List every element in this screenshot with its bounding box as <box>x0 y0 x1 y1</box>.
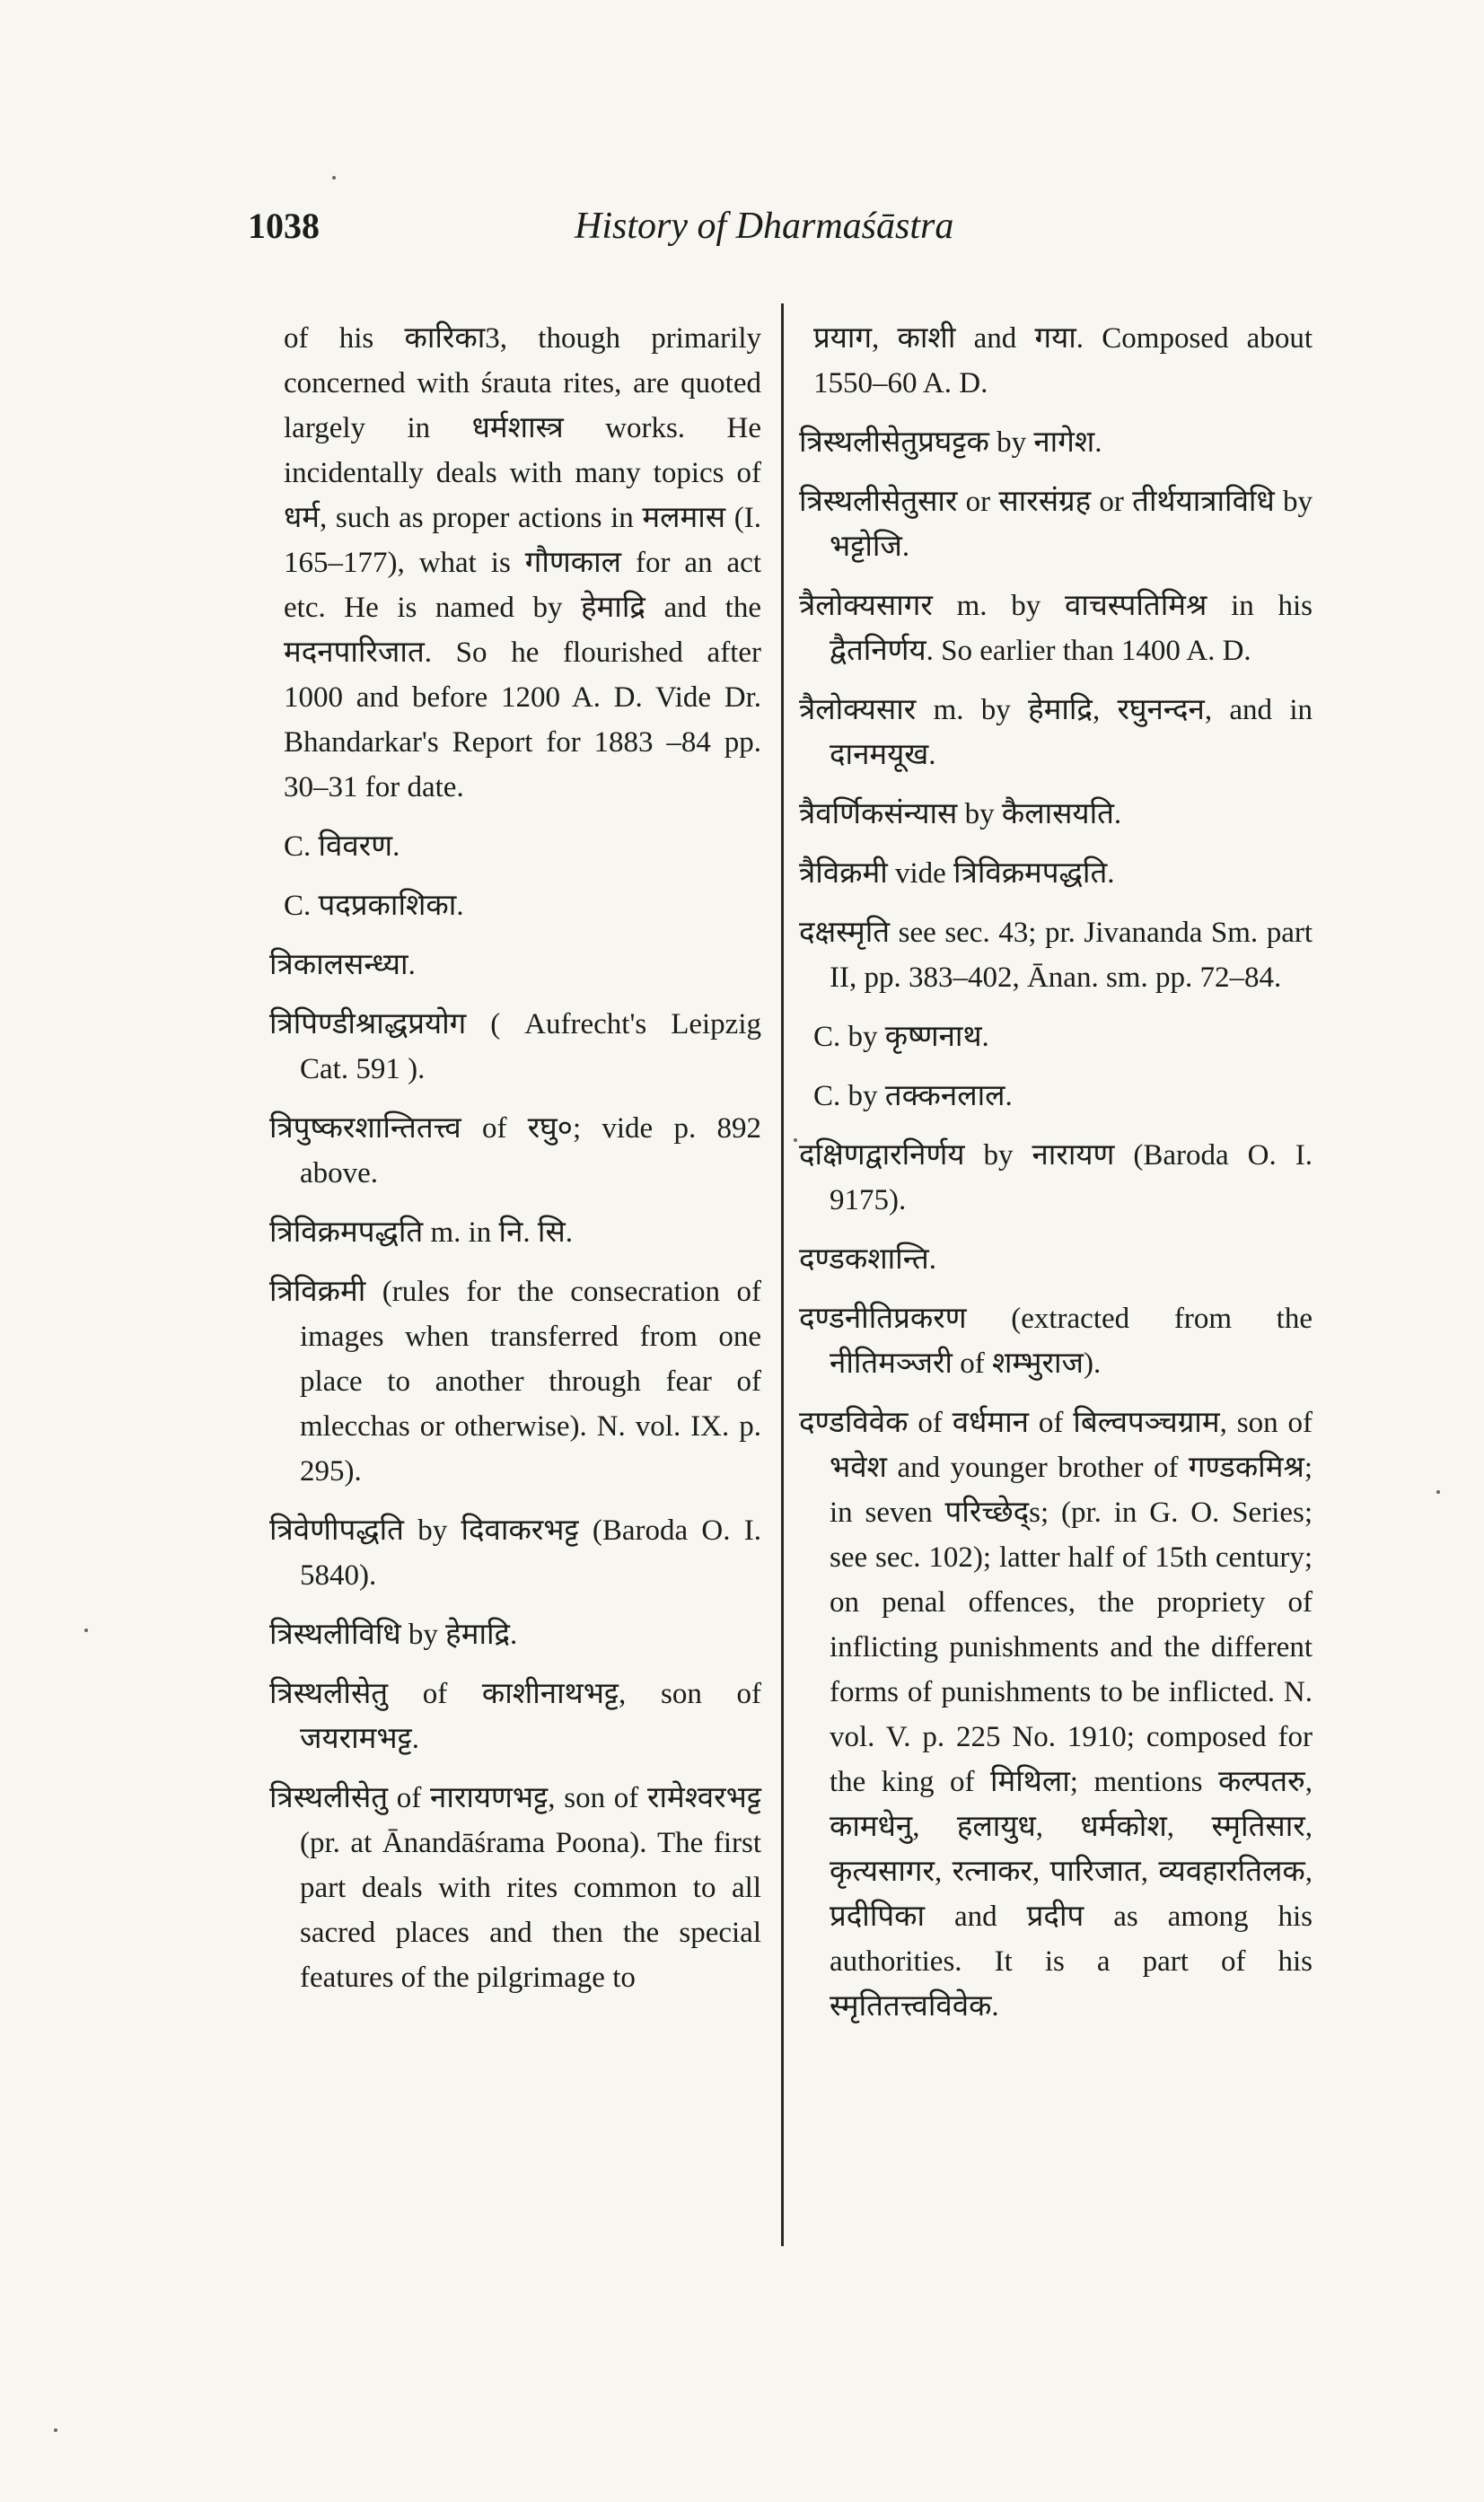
index-entry: त्रैलोक्यसार m. by हेमाद्रि, रघुनन्दन, and in दानमयूख. <box>799 694 1313 771</box>
index-entry: दण्डकशान्ति. <box>799 1243 936 1276</box>
scan-speck <box>1436 1490 1440 1494</box>
index-entry: त्रिपिण्डीश्राद्धप्रयोग ( Aufrecht's Leipzig Cat. 591 ). <box>269 1008 761 1085</box>
index-entry: दण्डनीतिप्रकरण (extracted from the नीतिमञ्जरी of शम्भुराज). <box>799 1303 1313 1380</box>
index-entry: त्रैलोक्यसागर m. by वाचस्पतिमिश्र in his द्वैतनिर्णय. So earlier than 1400 A. D. <box>799 590 1313 667</box>
right-column <box>799 316 1313 2043</box>
entry-continuation: प्रयाग, काशी and गया. Composed about 1550–60 A. D. <box>813 322 1313 399</box>
left-column <box>269 316 761 2015</box>
scan-speck <box>84 1628 88 1632</box>
index-entry: त्रिविक्रमी (rules for the consecration of images when transferred from one place to another through fear of mlecchas or otherwise). N. vol. IX. p. 295). <box>269 1276 761 1488</box>
index-entry: त्रिस्थलीसेतु of काशीनाथभट्ट, son of जयरामभट्ट. <box>269 1678 761 1755</box>
index-entry: त्रिवेणीपद्धति by दिवाकरभट्ट (Baroda O. I. 5840). <box>269 1514 761 1592</box>
index-entry: दण्डविवेक of वर्धमान of बिल्वपञ्चग्राम, son of भवेश and younger brother of गण्डकमिश्र; in seven परिच्छेद्s; (pr. in G. O. Series; see sec. 102); latter half of 15th century; on penal offences, the propriety of inflicting punishments and the different forms of punishments to be inflicted. N. vol. V. p. 225 No. 1910; composed for the king of मिथिला; mentions कल्पतरु, कामधेनु, हलायुध, धर्मकोश, स्मृतिसार, कृत्यसागर, रत्नाकर, पारिजात, व्यवहारतिलक, प्रदीपिका and प्रदीप as among his authorities. It is a part of his स्मृतितत्त्वविवेक. <box>799 1407 1313 2023</box>
index-entry: त्रिकालसन्ध्या. <box>269 949 416 981</box>
index-entry: दक्षिणद्वारनिर्णय by नारायण (Baroda O. I. 9175). <box>799 1139 1313 1216</box>
commentary-line: C. by तक्कनलाल. <box>813 1080 1013 1112</box>
page-header <box>0 205 1484 285</box>
index-entry: त्रिस्थलीसेतुप्रघट्टक by नागेश. <box>799 426 1102 459</box>
index-entry: त्रिस्थलीसेतुसार or सारसंग्रह or तीर्थयात्राविधि by भट्टोजि. <box>799 486 1313 563</box>
column-divider <box>781 303 784 2246</box>
entry-continuation: of his कारिका3, though primarily concerned with śrauta rites, are quoted largely in धर्मशास्त्र works. He incidentally deals with many topics of धर्म, such as proper actions in मलमास (I. 165–177), what is गौणकाल for an act etc. He is named by हेमाद्रि and the मदनपारिजात. So he flourished after 1000 and before 1200 A. D. Vide Dr. Bhandarkar's Report for 1883 –84 pp. 30–31 for date. <box>284 322 761 803</box>
index-entry: त्रैविक्रमी vide त्रिविक्रमपद्धति. <box>799 857 1115 890</box>
page-number: 1038 <box>248 206 320 246</box>
running-title: History of Dharmaśāstra <box>575 206 954 247</box>
scan-speck <box>54 2428 57 2432</box>
commentary-line: C. पदप्रकाशिका. <box>284 890 464 922</box>
scan-speck <box>332 176 336 180</box>
index-entry: त्रिस्थलीसेतु of नारायणभट्ट, son of रामेश्वरभट्ट (pr. at Ānandāśrama Poona). The first part deals with rites common to all sacred places and then the special features of the pilgrimage to <box>269 1782 761 1994</box>
index-entry: त्रिविक्रमपद्धति m. in नि. सि. <box>269 1216 574 1249</box>
scan-speck <box>794 1138 797 1142</box>
commentary-line: C. by कृष्णनाथ. <box>813 1021 989 1053</box>
index-entry: त्रिपुष्करशान्तितत्त्व of रघु०; vide p. 892 above. <box>269 1112 761 1190</box>
commentary-line: C. विवरण. <box>284 830 400 863</box>
index-entry: त्रिस्थलीविधि by हेमाद्रि. <box>269 1619 518 1651</box>
index-entry: दक्षस्मृति see sec. 43; pr. Jivananda Sm. part II, pp. 383–402, Ānan. sm. pp. 72–84. <box>799 917 1313 994</box>
index-entry: त्रैवर्णिकसंन्यास by कैलासयति. <box>799 798 1122 830</box>
